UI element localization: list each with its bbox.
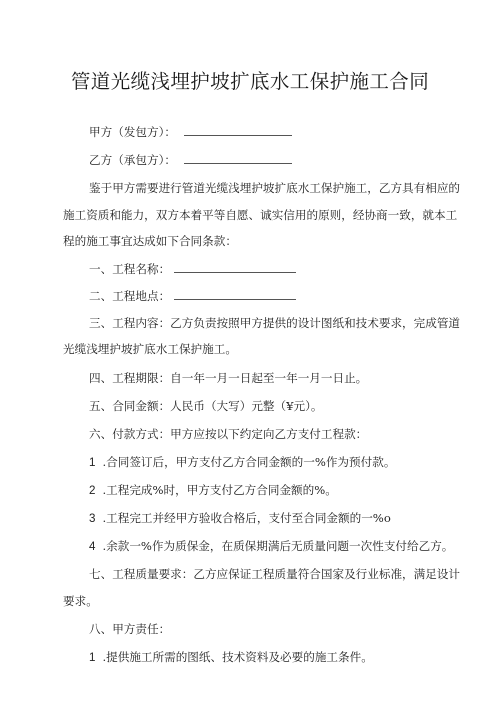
- party-b-line: [89, 152, 292, 167]
- document-title: 管道光缆浅埋护坡扩底水工保护施工合同: [70, 70, 430, 93]
- clause-3-line-2: 光缆浅埋护坡扩底水工保护施工。: [63, 342, 237, 356]
- party-a-blank: [184, 124, 292, 136]
- payment-item-1-text: .合同签订后，甲方支付乙方合同金额的一%作为预付款。: [102, 455, 396, 469]
- payment-item-3: [89, 511, 391, 526]
- clause-2-line: [89, 288, 296, 303]
- party-b-label: 乙方（承包方）：: [89, 153, 176, 167]
- intro-line-3: 程的施工事宜达成如下合同条款：: [63, 234, 237, 248]
- payment-item-4-text: .余款一%作为质保金，在质保期满后无质量问题一次性支付给乙方。: [102, 539, 454, 553]
- duty-item-1-text: .提供施工所需的图纸、技术资料及必要的施工条件。: [102, 650, 373, 664]
- payment-item-3-text: .工程完工并经甲方验收合格后，支付至合同金额的一%o: [102, 511, 391, 525]
- clause-3-line-1: 三、工程内容：乙方负责按照甲方提供的设计图纸和技术要求，完成管道: [89, 316, 461, 330]
- party-b-blank: [184, 152, 292, 164]
- project-location-blank: [174, 288, 296, 300]
- payment-item-3-number: 3: [89, 512, 96, 525]
- payment-item-2-number: 2: [89, 484, 96, 497]
- clause-5-line: 五、合同金额：人民币（大写）元整（¥元）。: [89, 399, 323, 413]
- payment-item-1: [89, 455, 395, 470]
- clause-4-line: 四、工程期限：自一年一月一日起至一年一月一日止。: [89, 371, 368, 385]
- clause-1-line: [89, 261, 296, 276]
- intro-line-1: 鉴于甲方需要进行管道光缆浅埋护坡扩底水工保护施工，乙方具有相应的: [89, 181, 461, 195]
- project-name-label: 一、工程名称：: [89, 262, 171, 276]
- payment-item-4-number: 4: [89, 540, 96, 553]
- payment-item-4: [89, 539, 453, 554]
- payment-item-1-number: 1: [89, 456, 96, 469]
- duty-item-1-number: 1: [89, 651, 96, 664]
- clause-6-line: 六、付款方式：甲方应按以下约定向乙方支付工程款：: [89, 427, 368, 441]
- project-location-label: 二、工程地点：: [89, 289, 171, 303]
- payment-item-2: [89, 483, 337, 498]
- clause-7-line-2: 要求。: [63, 594, 98, 608]
- party-a-label: 甲方（发包方）：: [89, 125, 176, 139]
- duty-item-1: [89, 650, 373, 665]
- project-name-blank: [174, 261, 296, 273]
- party-a-line: [89, 124, 292, 139]
- intro-line-2: 施工资质和能力，双方本着平等自愿、诚实信用的原则，经协商一致，就本工: [63, 208, 458, 222]
- clause-7-line-1: 七、工程质量要求：乙方应保证工程质量符合国家及行业标准，满足设计: [89, 567, 461, 581]
- payment-item-2-text: .工程完成%时，甲方支付乙方合同金额的%。: [102, 483, 337, 497]
- clause-8-line: 八、甲方责任：: [89, 622, 171, 636]
